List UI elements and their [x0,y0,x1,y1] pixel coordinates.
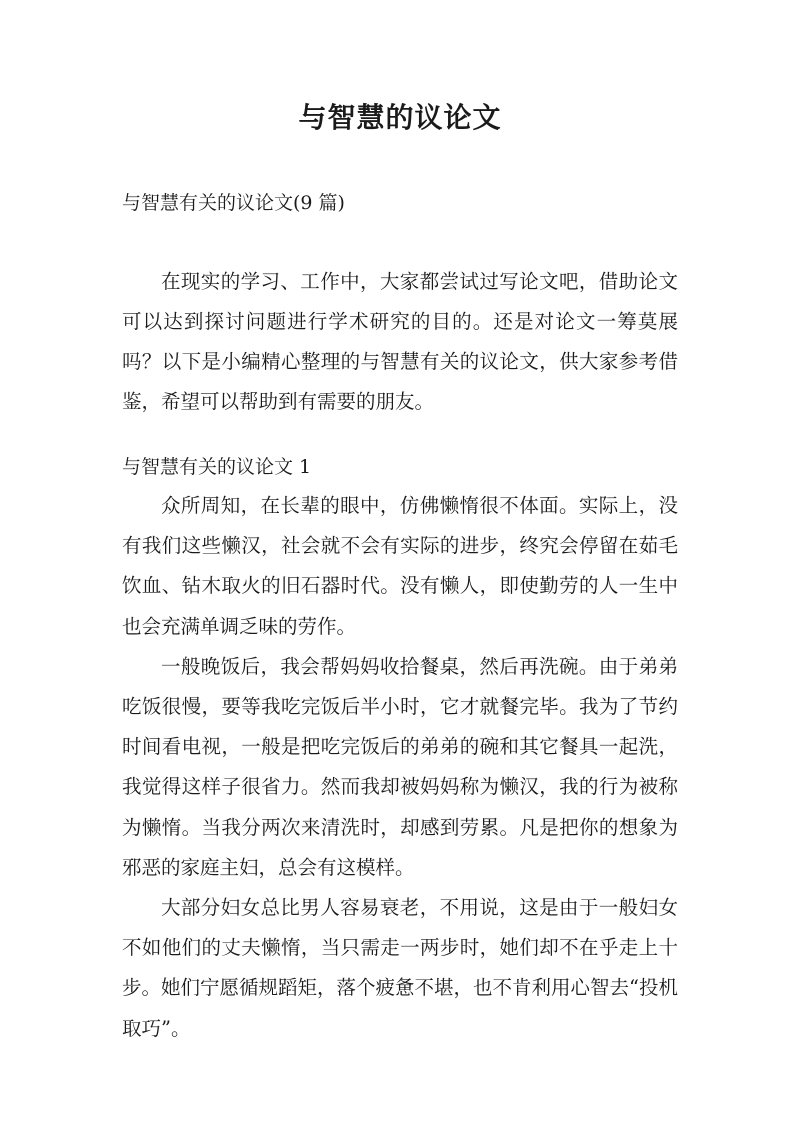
essay-body [122,486,678,1049]
body-paragraph: 大部分妇女总比男人容易衰老，不用说，这是由于一般妇女不如他们的丈夫懒惰，当只需走一两步时，她们却不在乎走上十步。她们宁愿循规蹈矩，落个疲惫不堪，也不肯利用心智去“投机取巧”。 [122,896,678,1040]
page-title: 与智慧的议论文 [298,101,502,134]
body-paragraph: 众所周知，在长辈的眼中，仿佛懒惰很不体面。实际上，没有我们这些懒汉，社会就不会有实际的进步，终究会停留在茹毛饮血、钻木取火的旧石器时代。没有懒人，即使勤劳的人一生中也会充满单调乏味的劳作。 [122,494,678,638]
section-heading: 与智慧有关的议论文 1 [122,456,312,478]
intro-paragraph: 在现实的学习、工作中，大家都尝试过写论文吧，借助论文可以达到探讨问题进行学术研究的目的。还是对论文一筹莫展吗？以下是小编精心整理的与智慧有关的议论文，供大家参考借鉴，希望可以帮助到有需要的朋友。 [122,270,678,413]
body-paragraph: 一般晚饭后，我会帮妈妈收拾餐桌，然后再洗碗。由于弟弟吃饭很慢，要等我吃完饭后半小时，它才就餐完毕。我为了节约时间看电视，一般是把吃完饭后的弟弟的碗和其它餐具一起洗，我觉得这样子很省力。然而我却被妈妈称为懒汉，我的行为被称为懒惰。当我分两次来清洗时，却感到劳累。凡是把你的想象为邪恶的家庭主妇，总会有这模样。 [122,654,678,879]
document-subtitle: 与智慧有关的议论文(9 篇) [122,192,345,214]
